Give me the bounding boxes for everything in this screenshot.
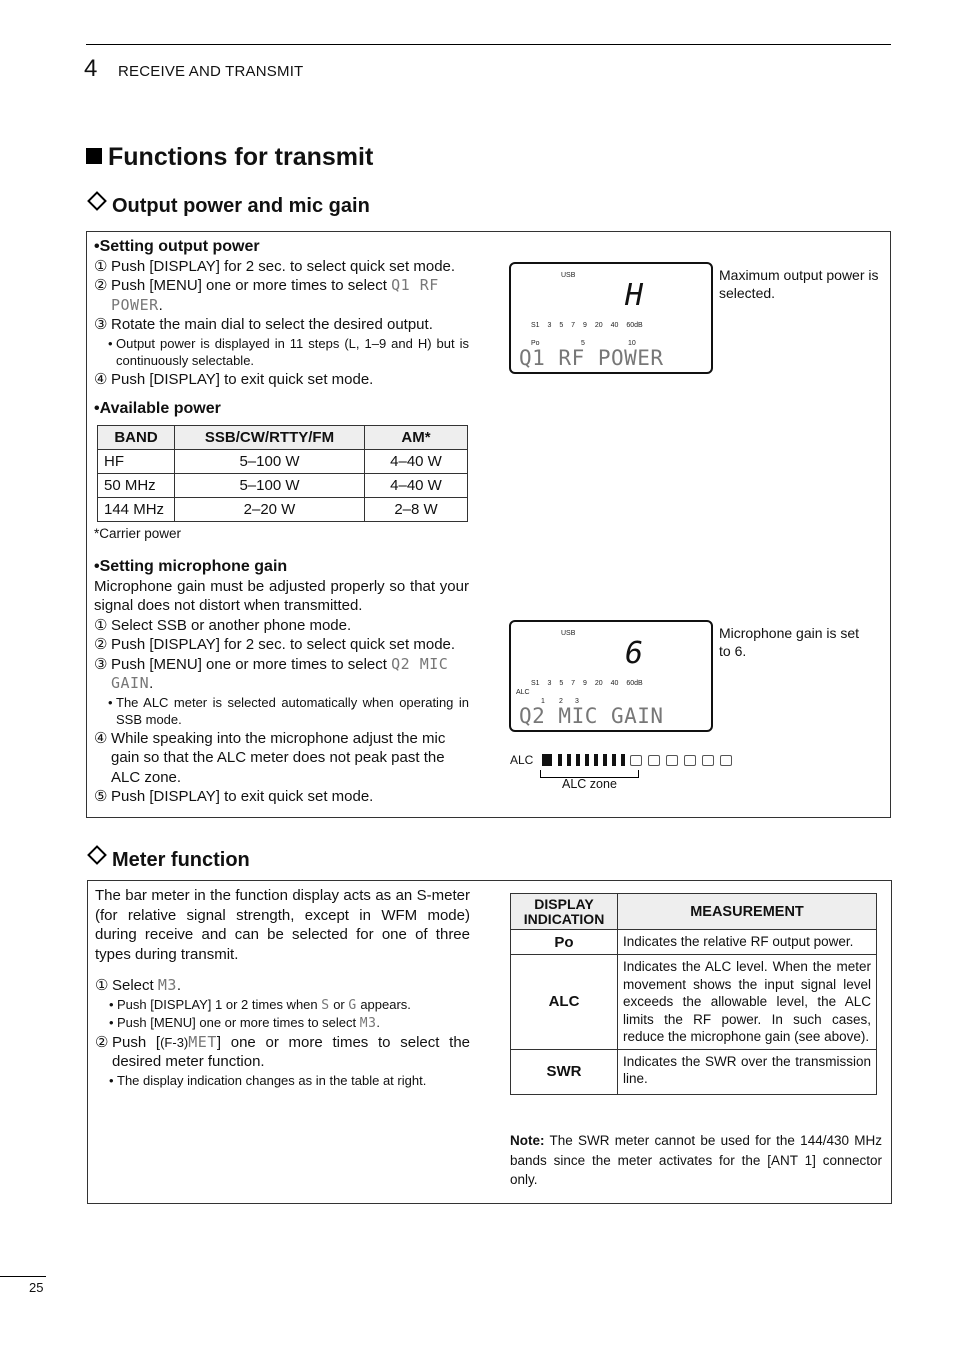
table-row: Po Indicates the relative RF output power. — [511, 930, 877, 955]
page-title: Functions for transmit — [86, 143, 373, 172]
step: ① Select SSB or another phone mode. — [94, 616, 352, 634]
meter-table: DISPLAY INDICATION MEASUREMENT Po Indicates the relative RF output power. ALC Indicates the ALC level. When the meter movement shows the input signal level exceeds the allowable level, the ALC limits the RF power. In such cases, reduce the microphone gain (see above). SWR Indicates the SWR over the transmission line. — [510, 893, 877, 1095]
setting-output-power — [94, 237, 469, 389]
alc-segment-filled — [576, 754, 580, 766]
meter-function-box — [87, 880, 892, 1204]
step: ② Push [(F-3)MET] one or more times to select the desired meter function. — [95, 1032, 471, 1070]
setting-mic-gain — [94, 557, 469, 807]
alc-meter-start — [542, 754, 552, 766]
footer-rule — [0, 1276, 46, 1277]
alc-segment-empty — [720, 755, 732, 766]
alc-segment-filled — [558, 754, 562, 766]
table-row: 144 MHz 2–20 W 2–8 W — [98, 498, 468, 522]
section-title-output: Output power and mic gain — [86, 194, 370, 218]
chapter-number: 4 — [84, 55, 98, 82]
swr-note: Note: The SWR meter cannot be used for the 144/430 MHz bands since the meter activates for the [ANT 1] connector only. — [510, 1133, 882, 1187]
alc-segment-filled — [567, 754, 571, 766]
diamond-icon — [87, 845, 107, 865]
table-row: SWR Indicates the SWR over the transmission line. — [511, 1049, 877, 1094]
lcd2-caption: Microphone gain is set to 6. — [719, 625, 860, 659]
heading: •Setting output power — [94, 238, 260, 255]
carrier-footnote: *Carrier power — [94, 526, 182, 541]
alc-segment-filled — [585, 754, 589, 766]
table-row: HF 5–100 W 4–40 W — [98, 450, 468, 474]
note: • The ALC meter is selected automatically when operating in SSB mode. — [108, 694, 469, 727]
step: ⑤ Push [DISPLAY] to exit quick set mode. — [94, 788, 374, 805]
step: ③ Rotate the main dial to select the desired output. — [94, 316, 433, 333]
note: • The display indication changes as in the table at right. — [109, 1072, 427, 1088]
alc-segment-empty — [666, 755, 678, 766]
step: ② Push [DISPLAY] for 2 sec. to select quick set mode. — [94, 636, 456, 653]
available-power-heading: •Available power — [94, 400, 221, 417]
square-bullet-icon — [86, 148, 102, 164]
lcd-display-mic-gain: USB 6 S1 3 5 7 9 20 40 60dB ALC 1 2 3 Q2 MIC GAIN — [509, 620, 713, 732]
alc-segment-empty — [648, 755, 660, 766]
power-table: BAND SSB/CW/RTTY/FM AM* HF 5–100 W 4–40 W 50 MHz 5–100 W 4–40 W 144 MHz 2–20 W 2–8 W — [97, 425, 468, 522]
alc-zone-label: ALC zone — [562, 777, 617, 791]
lcd-text: Q1 RF POWER — [111, 276, 439, 314]
step: ② Push [MENU] one or more times to select Q1 RF POWER. — [94, 276, 439, 314]
alc-segment-filled — [594, 754, 598, 766]
table-row: ALC Indicates the ALC level. When the meter movement shows the input signal level exceeds the allowable level, the ALC limits the RF power. In such cases, reduce the microphone gain (see above). — [511, 955, 877, 1050]
note: • Push [DISPLAY] 1 or 2 times when S or G appears. — [109, 996, 411, 1013]
note: • Push [MENU] one or more times to select M3. — [109, 1015, 381, 1031]
alc-segment-filled — [612, 754, 616, 766]
lcd-display-rf-power: USB H S1 3 5 7 9 20 40 60dB Po 5 10 Q1 RF POWER — [509, 262, 713, 374]
lcd1-caption: Maximum output power is selected. — [719, 267, 879, 301]
step: ④ While speaking into the microphone adjust the mic gain so that the ALC meter does not peak past the ALC zone. — [94, 729, 446, 786]
lcd-value: H — [625, 278, 644, 313]
lcd-text: Q2 MIC GAIN — [111, 654, 449, 692]
section-title-meter: Meter function — [86, 848, 250, 872]
table-row: 50 MHz 5–100 W 4–40 W — [98, 474, 468, 498]
lcd-value: 6 — [625, 636, 644, 671]
step: ④ Push [DISPLAY] to exit quick set mode. — [94, 370, 374, 388]
lcd-text: M3 — [157, 976, 177, 994]
lcd-text: Q1 RF POWER — [519, 346, 664, 370]
note: • Output power is displayed in 11 steps (L, 1–9 and H) but is continuously selectable. — [108, 335, 469, 368]
lcd-text: Q2 MIC GAIN — [519, 704, 664, 728]
alc-segment-empty — [630, 755, 642, 766]
output-power-box — [86, 231, 891, 818]
alc-meter — [542, 753, 738, 767]
step: ① Push [DISPLAY] for 2 sec. to select quick set mode. — [94, 257, 456, 275]
page-number: 25 — [29, 1280, 44, 1295]
lcd-scale: S1 3 5 7 9 20 40 60dB — [531, 322, 643, 329]
alc-segment-empty — [702, 755, 714, 766]
header-rule — [86, 44, 891, 45]
alc-segment-filled — [603, 754, 607, 766]
alc-segment-filled — [621, 754, 625, 766]
chapter-title: RECEIVE AND TRANSMIT — [118, 63, 304, 80]
step: ③ Push [MENU] one or more times to select Q2 MIC GAIN. — [94, 654, 449, 692]
lcd-scale: S1 3 5 7 9 20 40 60dB — [531, 680, 643, 687]
intro: The bar meter in the function display acts as an S-meter (for relative signal strength, except in WFM mode) during receive and can be selected for one of three types during transmit. — [95, 887, 470, 963]
step: ① Select M3. — [95, 976, 182, 994]
intro: Microphone gain must be adjusted properly so that your signal does not distort when transmitted. — [94, 577, 469, 614]
diamond-icon — [87, 191, 107, 211]
alc-label: ALC — [510, 753, 534, 767]
lcd-text: MET — [188, 1032, 217, 1051]
meter-function-text — [95, 886, 470, 1089]
heading: •Setting microphone gain — [94, 558, 288, 575]
alc-segment-empty — [684, 755, 696, 766]
